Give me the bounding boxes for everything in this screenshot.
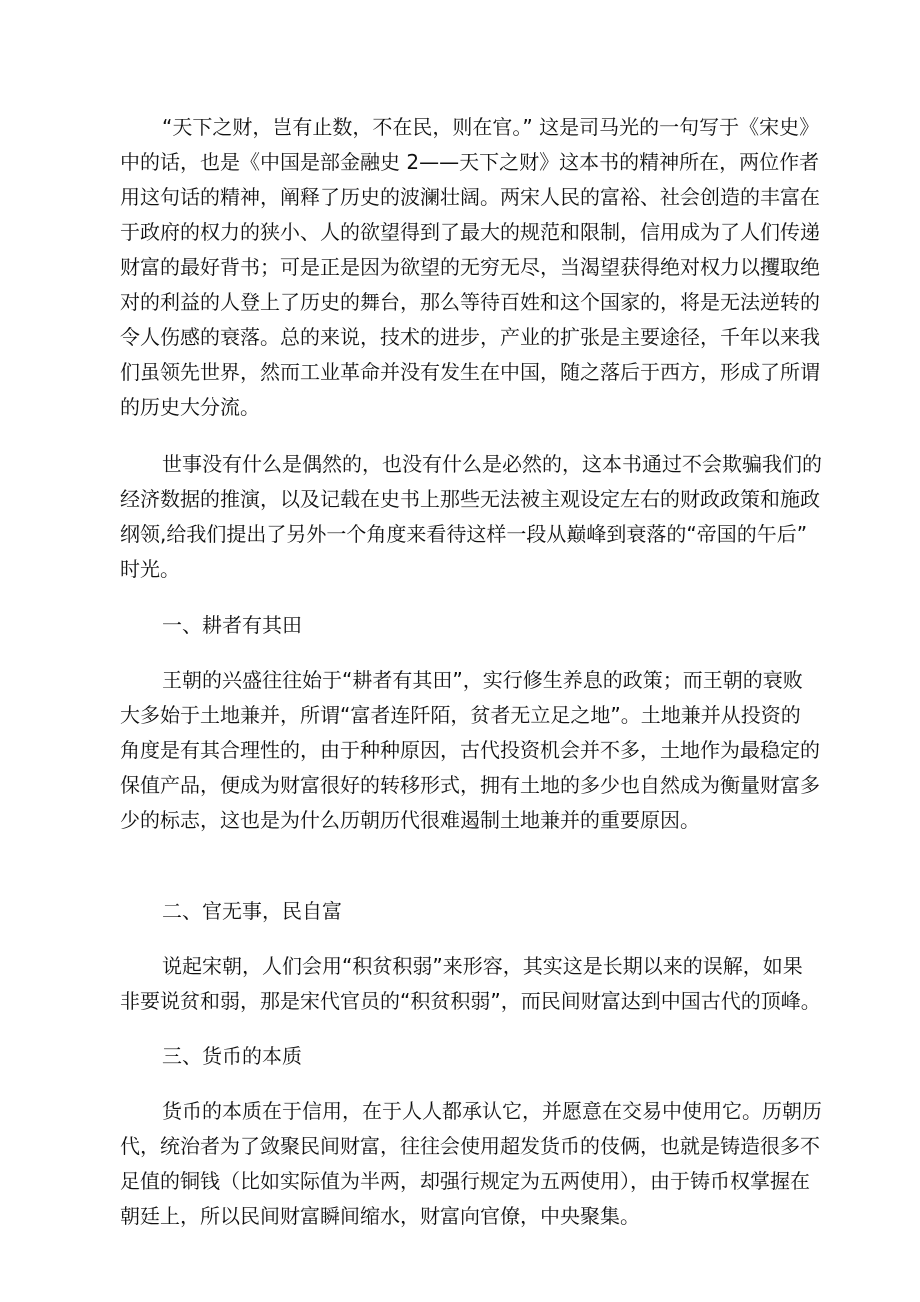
paragraph (120, 1094, 822, 1234)
text-line: 大多始于土地兼并，所谓“富者连阡陌，贫者无立足之地”。土地兼并从投资的 (120, 703, 801, 727)
text-line: 角度是有其合理性的，由于种种原因，古代投资机会并不多，土地作为最稳定的 (120, 738, 820, 762)
paragraph (120, 447, 822, 587)
text-line: 王朝的兴盛往往始于“耕者有其田”，实行修生养息的政策；而王朝的衰败 (162, 668, 803, 692)
text-line: 的历史大分流。 (120, 395, 260, 419)
text-line: 世事没有什么是偶然的，也没有什么是必然的，这本书通过不会欺骗我们的 (162, 452, 822, 476)
section-heading: 二、官无事，民自富 (162, 899, 342, 923)
section-heading: 三、货币的本质 (162, 1044, 302, 1068)
text-line: 足值的铜钱（比如实际值为半两，却强行规定为五两使用），由于铸币权掌握在 (120, 1169, 810, 1193)
text-line: 货币的本质在于信用，在于人人都承认它，并愿意在交易中使用它。历朝历 (162, 1099, 822, 1123)
text-line: 中的话，也是《中国是部金融史 2——天下之财》这本书的精神所在，两位作者 (120, 150, 820, 174)
text-line: 代，统治者为了敛聚民间财富，往往会使用超发货币的伎俩，也就是铸造很多不 (120, 1134, 820, 1158)
text-line: 少的标志，这也是为什么历朝历代很难遏制土地兼并的重要原因。 (120, 808, 700, 832)
paragraph (120, 949, 821, 1019)
paragraph (120, 110, 820, 425)
text-line: 时光。 (120, 557, 180, 581)
text-line: 朝廷上，所以民间财富瞬间缩水，财富向官僚，中央聚集。 (120, 1204, 640, 1228)
text-line: 说起宋朝，人们会用“积贫积弱”来形容，其实这是长期以来的误解，如果 (162, 954, 803, 978)
text-line: 财富的最好背书；可是正是因为欲望的无穷无尽，当渴望获得绝对权力以攫取绝 (120, 255, 820, 279)
text-line: 于政府的权力的狭小、人的欲望得到了最大的规范和限制，信用成为了人们传递 (120, 220, 820, 244)
section-heading: 一、耕者有其田 (162, 613, 302, 637)
text-line: 令人伤感的衰落。总的来说，技术的进步，产业的扩张是主要途径，千年以来我 (120, 325, 820, 349)
paragraph (120, 663, 820, 838)
text-line: 非要说贫和弱，那是宋代官员的“积贫积弱”，而民间财富达到中国古代的顶峰。 (120, 989, 821, 1013)
text-line: 们虽领先世界，然而工业革命并没有发生在中国，随之落后于西方，形成了所谓 (120, 360, 820, 384)
text-line: 纲领,给我们提出了另外一个角度来看待这样一段从巅峰到衰落的“帝国的午后” (120, 522, 808, 546)
text-line: 对的利益的人登上了历史的舞台，那么等待百姓和这个国家的，将是无法逆转的 (120, 290, 820, 314)
text-line: 用这句话的精神，阐释了历史的波澜壮阔。两宋人民的富裕、社会创造的丰富在 (120, 185, 820, 209)
text-line: 经济数据的推演，以及记载在史书上那些无法被主观设定左右的财政政策和施政 (120, 487, 820, 511)
text-line: “天下之财，岂有止数，不在民，则在官。” 这是司马光的一句写于《宋史》 (162, 115, 820, 139)
text-line: 保值产品，便成为财富很好的转移形式，拥有土地的多少也自然成为衡量财富多 (120, 773, 820, 797)
